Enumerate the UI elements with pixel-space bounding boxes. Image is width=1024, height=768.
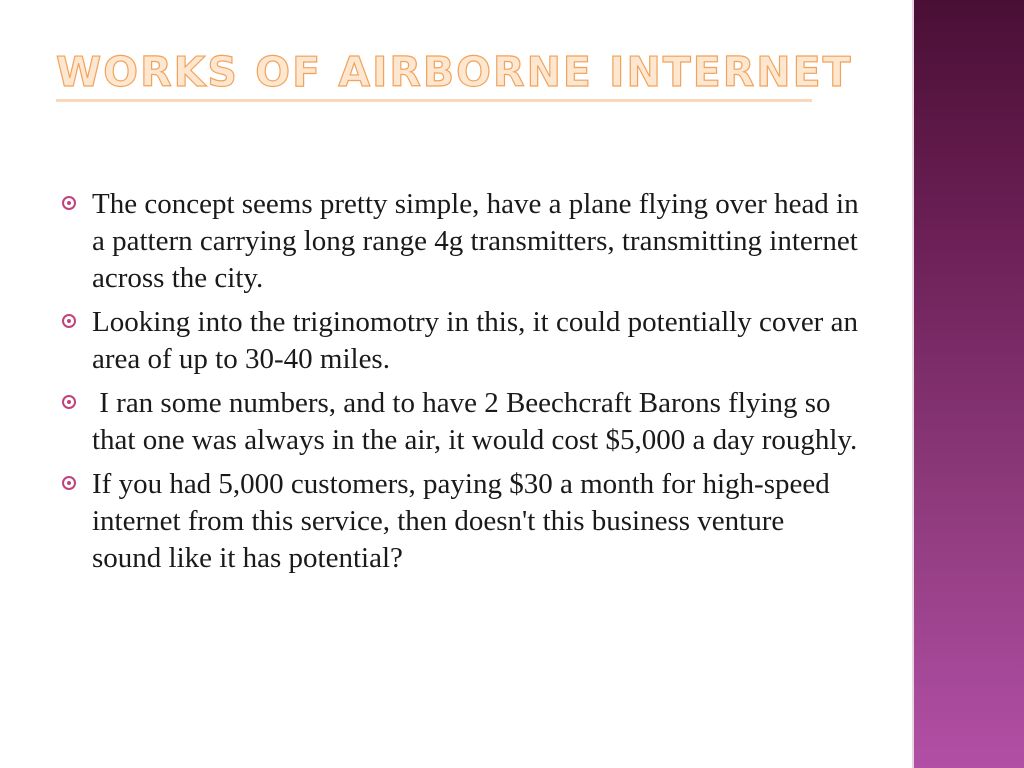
bullet-item bbox=[60, 385, 860, 459]
bullet-item bbox=[60, 304, 860, 378]
circled-dot-icon bbox=[62, 196, 76, 210]
bullet-item bbox=[60, 466, 860, 577]
bullet-text: If you had 5,000 customers, paying $30 a month for high-speed internet from this service, then doesn't this business venture sound like it has potential? bbox=[92, 468, 830, 574]
bullet-text: Looking into the triginomotry in this, it could potentially cover an area of up to 30-40 miles. bbox=[92, 306, 858, 375]
bullet-text: I ran some numbers, and to have 2 Beechcraft Barons flying so that one was always in the air, it would cost $5,000 a day roughly. bbox=[92, 387, 858, 456]
circled-dot-icon bbox=[62, 476, 76, 490]
circled-dot-icon bbox=[62, 314, 76, 328]
circled-dot-icon bbox=[62, 395, 76, 409]
bullet-item bbox=[60, 186, 860, 297]
bullet-list bbox=[60, 186, 860, 584]
decorative-side-band bbox=[912, 0, 1024, 768]
bullet-text: The concept seems pretty simple, have a plane flying over head in a pattern carrying long range 4g transmitters, transmitting internet across the city. bbox=[92, 188, 859, 294]
title-underline bbox=[56, 99, 812, 102]
slide-title: WORKS OF AIRBORNE INTERNET bbox=[56, 48, 853, 96]
